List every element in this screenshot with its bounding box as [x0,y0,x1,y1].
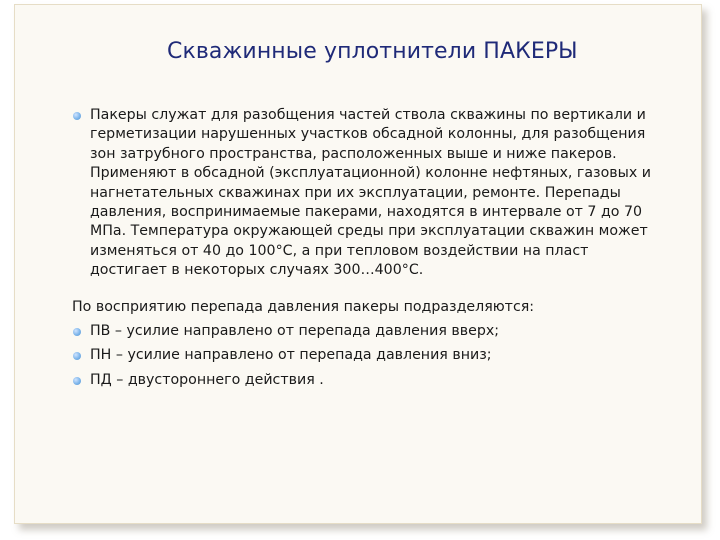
main-bullet [72,106,662,281]
paragraph-gap [72,281,662,298]
bullet-dot-icon [73,352,81,360]
type-item-pd [72,371,662,390]
type-item-text: ПД – двустороннего действия . [90,371,324,388]
type-item-pv [72,322,662,341]
type-item-pn [72,346,662,365]
slide-title: Скважинные уплотнители ПАКЕРЫ [167,39,578,64]
type-item-text: ПВ – усилие направлено от перепада давления вверх; [90,323,500,340]
slide-content [72,106,662,390]
bullet-dot-icon [73,377,81,385]
bullet-dot-icon [73,112,81,120]
bullet-dot-icon [73,328,81,336]
main-bullet-text: Пакеры служат для разобщения частей ствола скважины по вертикали и герметизации нарушенных участков обсадной колонны, для разобщения зон затрубного пространства, расположенных выше и ниже пакеров. Применяют в обсадной (эксплуатационной) колонне нефтяных, газовых и нагнетательных скважинах при их эксплуатации, ремонте. Перепады давления, воспринимаемые пакерами, находятся в интервале от 7 до 70 МПа. Температура окружающей среды при эксплуатации скважин может изменяться от 40 до 100°С, а при тепловом воздействии на пласт достигает в некоторых случаях 300…400°С. [90,107,651,279]
type-item-text: ПН – усилие направлено от перепада давления вниз; [90,347,492,364]
classification-intro: По восприятию перепада давления пакеры подразделяются: [72,298,535,315]
